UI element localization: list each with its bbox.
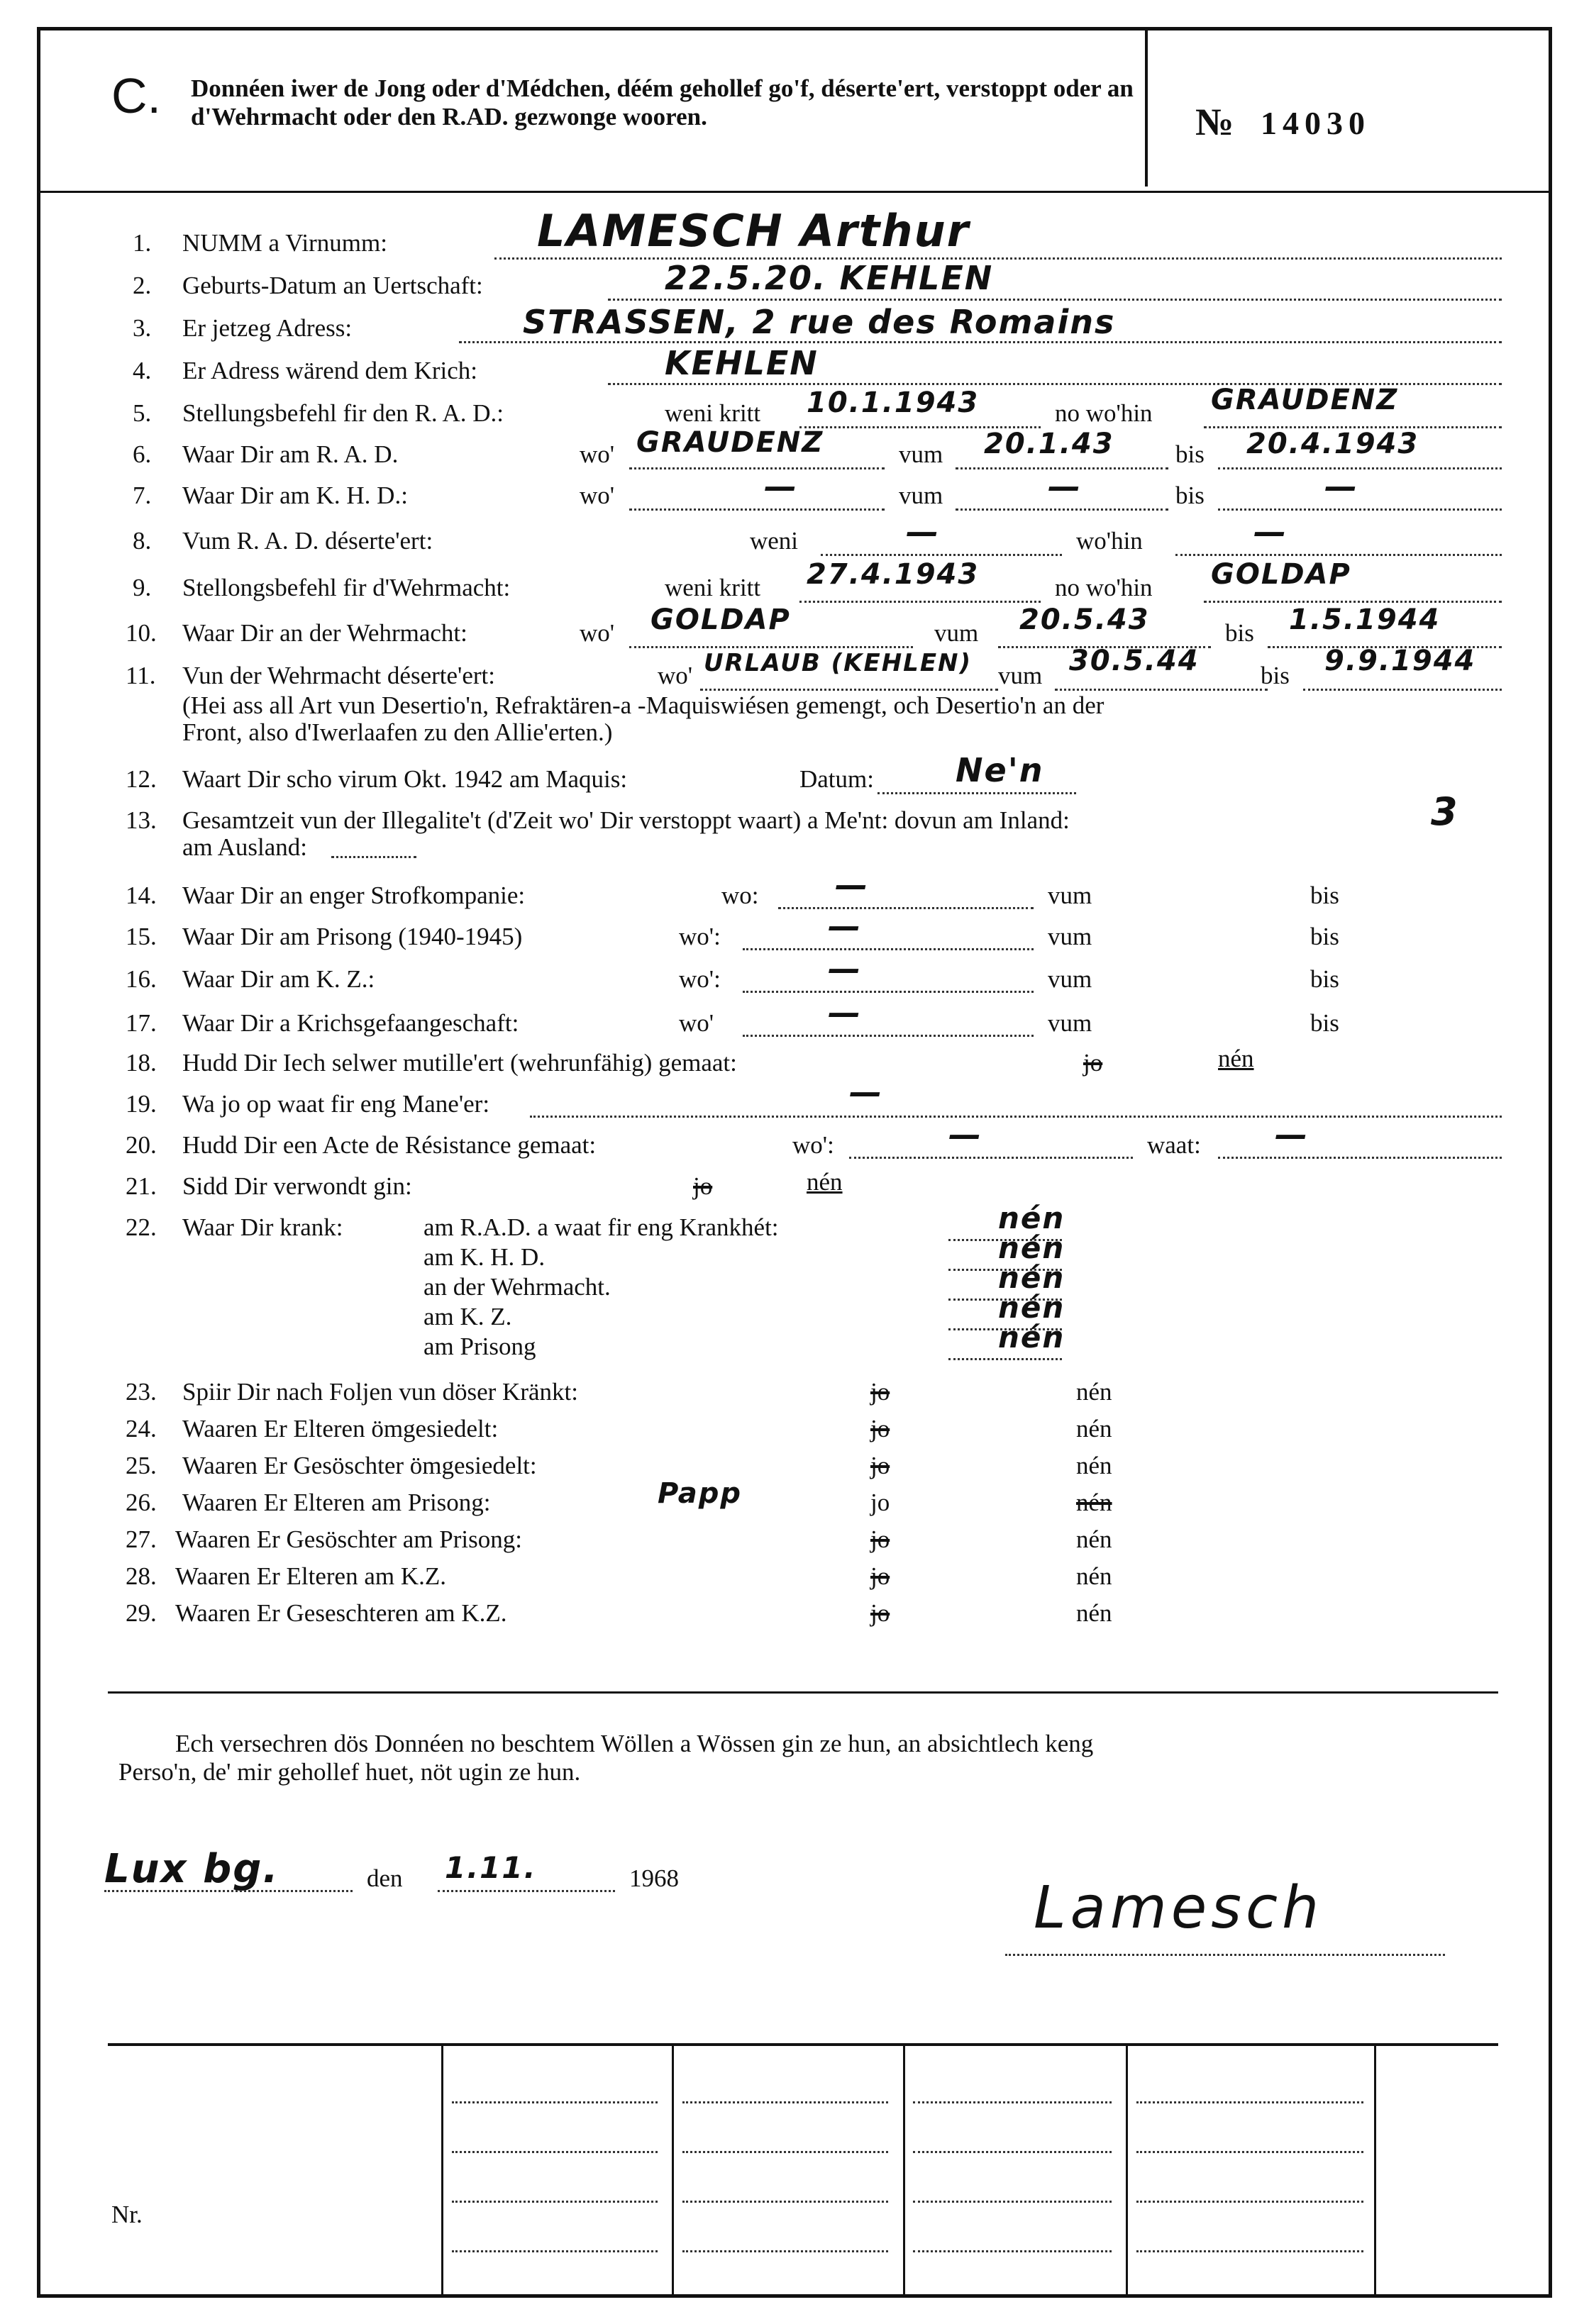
q18-label: Hudd Dir Iech selwer mutille'ert (wehrunfähig) gemaat:	[182, 1049, 737, 1077]
q11-number: 11.	[126, 662, 156, 689]
q14-vum: vum	[1048, 882, 1092, 909]
q7-bis: bis	[1175, 482, 1205, 509]
q25-number: 25.	[126, 1452, 157, 1479]
signature-place: Lux bg.	[104, 1846, 279, 1892]
q13-inland-value: 3	[1431, 789, 1459, 834]
q9-wohin: no wo'hin	[1055, 574, 1153, 601]
signature-year: 1968	[629, 1864, 679, 1892]
declaration-line1: Ech versechren dös Donnéen no beschtem Wöllen a Wössen gin ze hun, an absichtlech keng	[175, 1730, 1094, 1757]
q11-place: URLAUB (KEHLEN)	[704, 649, 973, 677]
q12-line	[877, 792, 1076, 794]
q8-label: Vum R. A. D. déserte'ert:	[182, 527, 433, 555]
date-line	[438, 1890, 615, 1892]
q5-label: Stellungsbefehl fir den R. A. D.:	[182, 399, 504, 427]
declaration-rule	[108, 1691, 1498, 1694]
number-symbol: №	[1195, 101, 1240, 143]
signature: Lamesch	[1034, 1874, 1324, 1942]
q3-number: 3.	[133, 314, 152, 342]
q3-line	[459, 341, 1502, 343]
q7-bis-dash: —	[1324, 467, 1358, 506]
q22-khd: am K. H. D.	[423, 1243, 546, 1271]
q16-vum: vum	[1048, 965, 1092, 993]
q15-dash: —	[828, 907, 862, 945]
q21-nen: nén	[807, 1168, 843, 1196]
footer-line-c4	[913, 2250, 1112, 2252]
q22-number: 22.	[126, 1213, 157, 1241]
footer-line-b4	[682, 2250, 888, 2252]
footer-line-d1	[1136, 2101, 1363, 2103]
form-number: 14030	[1261, 105, 1371, 141]
q1-number: 1.	[133, 229, 152, 257]
header-divider	[1145, 30, 1148, 187]
q10-place: GOLDAP	[650, 604, 791, 636]
footer-line-a1	[452, 2101, 658, 2103]
q26-number: 26.	[126, 1489, 157, 1516]
q6-vum: vum	[899, 440, 943, 468]
q8-wohin-dash: —	[1253, 513, 1288, 551]
footer-line-a2	[452, 2151, 658, 2153]
q5-number: 5.	[133, 399, 152, 427]
q8-wohin-line	[1175, 554, 1502, 556]
q10-wo: wo'	[580, 619, 615, 647]
q8-weni-line	[821, 554, 1062, 556]
q22-kz: am K. Z.	[423, 1303, 512, 1330]
q26-jo: jo	[870, 1489, 890, 1516]
q11-wo: wo'	[658, 662, 693, 689]
q16-line	[743, 991, 1034, 993]
q14-bis: bis	[1310, 882, 1339, 909]
q1-line	[494, 257, 1502, 260]
q2-number: 2.	[133, 272, 152, 299]
q17-label: Waar Dir a Krichsgefaangeschaft:	[182, 1009, 519, 1037]
q6-place-line	[629, 467, 885, 469]
q11-place-line	[700, 689, 998, 691]
q14-line	[778, 907, 1034, 909]
q11-note-line1: (Hei ass all Art vun Desertio'n, Refraktären-a -Maquiswiésen gemengt, och Desertio'n an der	[182, 691, 1104, 719]
q1-value: LAMESCH Arthur	[537, 205, 970, 257]
q8-weni-dash: —	[906, 513, 940, 551]
q6-bis: bis	[1175, 440, 1205, 468]
q25-label: Waaren Er Gesöschter ömgesiedelt:	[182, 1452, 537, 1479]
q5-wohin: no wo'hin	[1055, 399, 1153, 427]
q21-jo: jo	[693, 1172, 713, 1200]
footer-line-b2	[682, 2151, 888, 2153]
section-letter: C.	[111, 68, 161, 123]
q7-vum: vum	[899, 482, 943, 509]
footer-col-3	[903, 2043, 905, 2294]
q2-line	[608, 299, 1502, 301]
q5-date: 10.1.1943	[807, 387, 980, 419]
q14-number: 14.	[126, 882, 157, 909]
q14-wo: wo:	[721, 882, 759, 909]
q17-dash: —	[828, 994, 862, 1032]
q22-prisong: am Prisong	[423, 1333, 536, 1360]
q4-label: Er Adress wärend dem Krich:	[182, 357, 477, 384]
footer-col-2	[672, 2043, 674, 2294]
q13-number: 13.	[126, 806, 157, 834]
q6-label: Waar Dir am R. A. D.	[182, 440, 399, 468]
q7-number: 7.	[133, 482, 152, 509]
footer-line-d3	[1136, 2201, 1363, 2203]
q13-ausland-label: am Ausland:	[182, 833, 307, 861]
q15-label: Waar Dir am Prisong (1940-1945)	[182, 923, 523, 950]
footer-col-1	[441, 2043, 443, 2294]
q7-bis-line	[1218, 508, 1502, 511]
q10-to: 1.5.1944	[1289, 604, 1441, 636]
q5-weni: weni kritt	[665, 399, 761, 427]
footer-top-rule	[108, 2043, 1498, 2046]
q10-from: 20.5.43	[1019, 604, 1150, 636]
q16-label: Waar Dir am K. Z.:	[182, 965, 375, 993]
q20-label: Hudd Dir een Acte de Résistance gemaat:	[182, 1131, 597, 1159]
q7-wo: wo'	[580, 482, 615, 509]
q26-note: Papp	[658, 1477, 743, 1510]
q24-nen: nén	[1076, 1415, 1112, 1442]
q6-to-line	[1218, 467, 1502, 469]
signature-line	[1005, 1954, 1445, 1956]
q13-ausland-line	[331, 856, 416, 858]
q7-label: Waar Dir am K. H. D.:	[182, 482, 408, 509]
q24-label: Waaren Er Elteren ömgesiedelt:	[182, 1415, 499, 1442]
q15-bis: bis	[1310, 923, 1339, 950]
q17-number: 17.	[126, 1009, 157, 1037]
q22-value-5: nén	[998, 1320, 1065, 1355]
q27-nen: nén	[1076, 1525, 1112, 1553]
form-page	[37, 27, 1552, 2298]
q23-nen: nén	[1076, 1378, 1112, 1406]
q20-wo-dash: —	[948, 1116, 982, 1154]
q11-vum: vum	[998, 662, 1043, 689]
q19-label: Wa jo op waat fir eng Mane'er:	[182, 1090, 490, 1118]
q23-number: 23.	[126, 1378, 157, 1406]
q11-bis: bis	[1261, 662, 1290, 689]
footer-line-a4	[452, 2250, 658, 2252]
q28-nen: nén	[1076, 1562, 1112, 1590]
q20-number: 20.	[126, 1131, 157, 1159]
q16-dash: —	[828, 950, 862, 988]
q26-label: Waaren Er Elteren am Prisong:	[182, 1489, 491, 1516]
q21-number: 21.	[126, 1172, 157, 1200]
q9-weni: weni kritt	[665, 574, 761, 601]
q6-wo: wo'	[580, 440, 615, 468]
q3-label: Er jetzeg Adress:	[182, 314, 353, 342]
q17-bis: bis	[1310, 1009, 1339, 1037]
q24-number: 24.	[126, 1415, 157, 1442]
q4-number: 4.	[133, 357, 152, 384]
q17-line	[743, 1035, 1034, 1037]
q14-dash: —	[835, 866, 869, 904]
signature-date: 1.11.	[445, 1850, 537, 1885]
q8-number: 8.	[133, 527, 152, 555]
q16-wo: wo':	[679, 965, 721, 993]
q27-jo: jo	[870, 1525, 890, 1553]
q2-value: 22.5.20. KEHLEN	[665, 259, 994, 297]
q10-label: Waar Dir an der Wehrmacht:	[182, 619, 467, 647]
q19-number: 19.	[126, 1090, 157, 1118]
q22-rad: am R.A.D. a waat fir eng Krankhét:	[423, 1213, 779, 1241]
q19-dash: —	[849, 1073, 883, 1111]
q9-place-line	[1204, 601, 1502, 603]
q5-place: GRAUDENZ	[1211, 384, 1399, 416]
q11-label: Vun der Wehrmacht déserte'ert:	[182, 662, 495, 689]
q1-label: NUMM a Virnumm:	[182, 229, 387, 257]
q7-vum-line	[956, 508, 1168, 511]
q28-label: Waaren Er Elteren am K.Z.	[175, 1562, 446, 1590]
q20-waat-line	[1218, 1157, 1502, 1159]
q12-datum: Datum:	[799, 765, 874, 793]
q26-nen: nén	[1076, 1489, 1112, 1516]
q27-number: 27.	[126, 1525, 157, 1553]
footer-line-b3	[682, 2201, 888, 2203]
q29-label: Waaren Er Geseschteren am K.Z.	[175, 1599, 507, 1627]
q7-wo-line	[629, 508, 885, 511]
q12-value: Ne'n	[956, 751, 1044, 789]
q10-number: 10.	[126, 619, 157, 647]
q20-waat: waat:	[1147, 1131, 1201, 1159]
q6-number: 6.	[133, 440, 152, 468]
q6-to: 20.4.1943	[1246, 428, 1419, 460]
q29-nen: nén	[1076, 1599, 1112, 1627]
section-title: Donnéen iwer de Jong oder d'Médchen, déém gehollef go'f, déserte'ert, verstoppt oder an d'Wehrmacht oder den R.AD. gezwonge wooren.	[191, 74, 1134, 130]
q23-jo: jo	[870, 1378, 890, 1406]
q12-label: Waart Dir scho virum Okt. 1942 am Maquis:	[182, 765, 628, 793]
q28-jo: jo	[870, 1562, 890, 1590]
footer-line-c1	[913, 2101, 1112, 2103]
place-line	[104, 1890, 353, 1892]
footer-line-c3	[913, 2201, 1112, 2203]
q4-value: KEHLEN	[665, 344, 819, 382]
den-label: den	[367, 1864, 403, 1892]
q10-vum: vum	[934, 619, 979, 647]
q18-jo: jo	[1083, 1049, 1103, 1077]
q22-wehrmacht: an der Wehrmacht.	[423, 1273, 611, 1301]
q14-label: Waar Dir an enger Strofkompanie:	[182, 882, 526, 909]
footer-line-d4	[1136, 2250, 1363, 2252]
q9-number: 9.	[133, 574, 152, 601]
q15-vum: vum	[1048, 923, 1092, 950]
q22-value-4: nén	[998, 1290, 1065, 1325]
q13-label: Gesamtzeit vun der Illegalite't (d'Zeit wo' Dir verstoppt waart) a Me'nt: dovun am Inland:	[182, 806, 1070, 834]
q22-label: Waar Dir krank:	[182, 1213, 343, 1241]
q29-number: 29.	[126, 1599, 157, 1627]
q11-to: 9.9.1944	[1324, 645, 1476, 677]
q9-label: Stellongsbefehl fir d'Wehrmacht:	[182, 574, 511, 601]
q16-number: 16.	[126, 965, 157, 993]
q25-jo: jo	[870, 1452, 890, 1479]
q7-vum-dash: —	[1048, 467, 1082, 506]
q18-number: 18.	[126, 1049, 157, 1077]
q6-place: GRAUDENZ	[636, 426, 824, 459]
q15-number: 15.	[126, 923, 157, 950]
footer-col-5	[1374, 2043, 1376, 2294]
q22-value-3: nén	[998, 1260, 1065, 1295]
declaration-line2: Perso'n, de' mir gehollef huet, nöt ugin ze hun.	[118, 1758, 581, 1786]
q8-weni: weni	[750, 527, 799, 555]
q23-label: Spiir Dir nach Foljen vun döser Kränkt:	[182, 1378, 578, 1406]
q9-date-line	[799, 601, 1041, 603]
q15-wo: wo':	[679, 923, 721, 950]
q10-bis: bis	[1225, 619, 1254, 647]
footer-nr-label: Nr.	[111, 2201, 143, 2228]
q16-bis: bis	[1310, 965, 1339, 993]
q6-from: 20.1.43	[984, 428, 1114, 460]
footer-col-4	[1126, 2043, 1128, 2294]
q9-date: 27.4.1943	[807, 558, 980, 591]
q21-label: Sidd Dir verwondt gin:	[182, 1172, 412, 1200]
footer-line-c2	[913, 2151, 1112, 2153]
footer-line-a3	[452, 2201, 658, 2203]
q7-wo-dash: —	[764, 467, 798, 506]
q10-place-line	[629, 646, 913, 648]
q9-place: GOLDAP	[1211, 558, 1351, 591]
q15-line	[743, 948, 1034, 950]
q11-from-line	[1055, 689, 1268, 691]
q11-note-line2: Front, also d'Iwerlaafen zu den Allie'erten.)	[182, 718, 613, 746]
q19-line	[530, 1116, 1502, 1118]
q24-jo: jo	[870, 1415, 890, 1442]
q17-vum: vum	[1048, 1009, 1092, 1037]
q12-number: 12.	[126, 765, 157, 793]
q11-to-line	[1303, 689, 1502, 691]
q18-nen: nén	[1218, 1045, 1254, 1072]
q2-label: Geburts-Datum an Uertschaft:	[182, 272, 483, 299]
q22-line-5	[948, 1358, 1062, 1360]
q11-from: 30.5.44	[1069, 645, 1200, 677]
q25-nen: nén	[1076, 1452, 1112, 1479]
q20-wo-line	[849, 1157, 1133, 1159]
q8-wohin: wo'hin	[1076, 527, 1143, 555]
header-rule	[40, 191, 1549, 193]
q22-value-1: nén	[998, 1201, 1065, 1235]
q29-jo: jo	[870, 1599, 890, 1627]
q20-waat-dash: —	[1275, 1116, 1309, 1154]
footer-line-b1	[682, 2101, 888, 2103]
q28-number: 28.	[126, 1562, 157, 1590]
footer-line-d2	[1136, 2151, 1363, 2153]
q22-value-2: nén	[998, 1230, 1065, 1265]
q27-label: Waaren Er Gesöschter am Prisong:	[175, 1525, 522, 1553]
q3-value: STRASSEN, 2 rue des Romains	[523, 303, 1116, 341]
q20-wo: wo':	[792, 1131, 834, 1159]
q17-wo: wo'	[679, 1009, 714, 1037]
